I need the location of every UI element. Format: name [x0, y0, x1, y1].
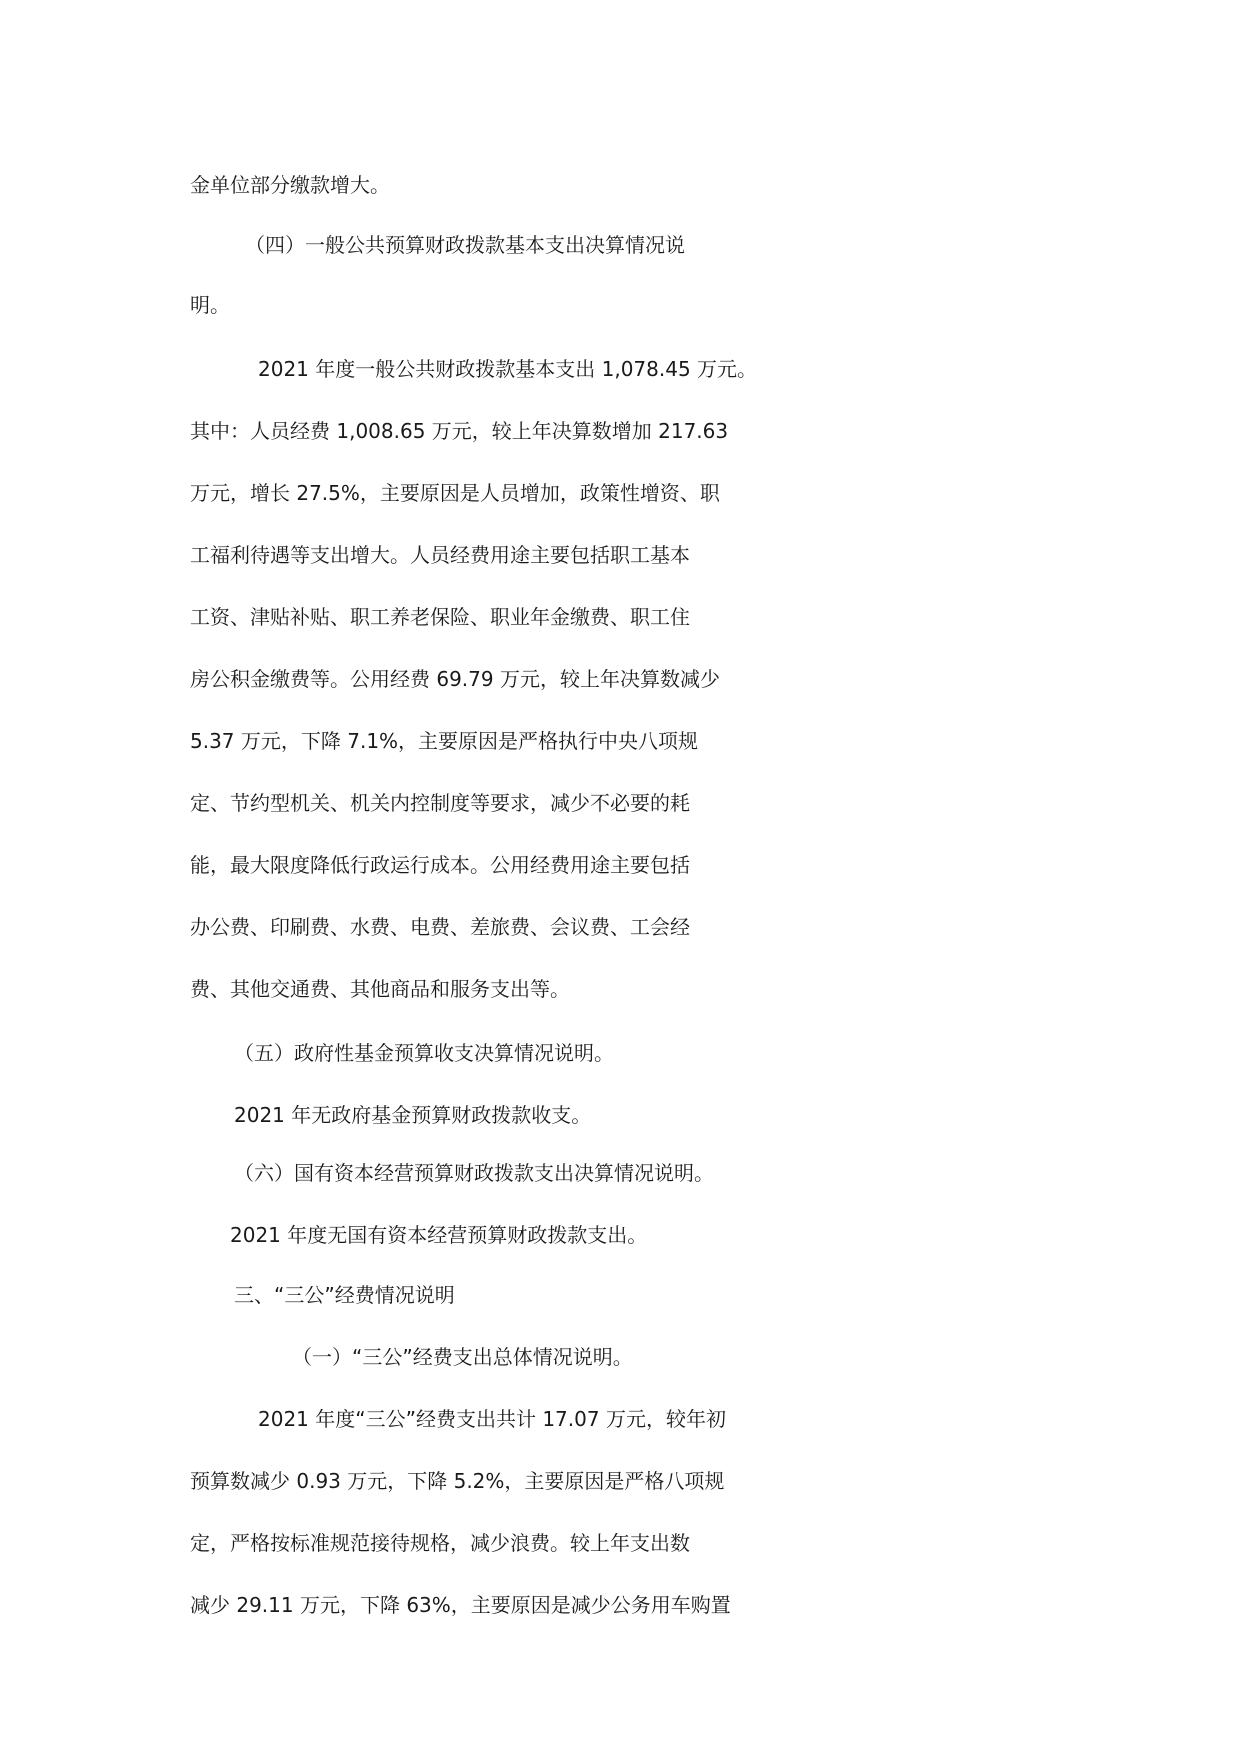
paragraph-line: 5.37 万元，下降 7.1%，主要原因是严格执行中央八项规: [190, 729, 699, 753]
section-heading-1: （一）“三公”经费支出总体情况说明。: [292, 1345, 633, 1369]
paragraph-line: 明。: [190, 293, 230, 317]
paragraph-line: 房公积金缴费等。公用经费 69.79 万元，较上年决算数减少: [190, 667, 720, 691]
paragraph-line: 工福利待遇等支出增大。人员经费用途主要包括职工基本: [190, 543, 690, 567]
paragraph-line: 2021 年度无国有资本经营预算财政拨款支出。: [230, 1223, 648, 1247]
paragraph-line: 定，严格按标准规范接待规格，减少浪费。较上年支出数: [190, 1531, 690, 1555]
section-heading-5: （五）政府性基金预算收支决算情况说明。: [234, 1041, 614, 1065]
paragraph-line: 办公费、印刷费、水费、电费、差旅费、会议费、工会经: [190, 915, 690, 939]
paragraph-line: 万元，增长 27.5%，主要原因是人员增加，政策性增资、职: [190, 481, 720, 505]
section-heading-3: 三、“三公”经费情况说明: [234, 1283, 455, 1307]
section-heading-4: （四）一般公共预算财政拨款基本支出决算情况说: [245, 233, 685, 257]
paragraph-line: 金单位部分缴款增大。: [190, 173, 390, 197]
paragraph-line: 费、其他交通费、其他商品和服务支出等。: [190, 977, 570, 1001]
paragraph-line: 定、节约型机关、机关内控制度等要求，减少不必要的耗: [190, 791, 690, 815]
paragraph-line: 工资、津贴补贴、职工养老保险、职业年金缴费、职工住: [190, 605, 690, 629]
section-heading-6: （六）国有资本经营预算财政拨款支出决算情况说明。: [234, 1161, 714, 1185]
paragraph-line: 2021 年度“三公”经费支出共计 17.07 万元，较年初: [258, 1407, 726, 1431]
paragraph-line: 2021 年无政府基金预算财政拨款收支。: [234, 1103, 592, 1127]
paragraph-line: 其中：人员经费 1,008.65 万元，较上年决算数增加 217.63: [190, 419, 729, 443]
paragraph-line: 减少 29.11 万元，下降 63%，主要原因是减少公务用车购置: [190, 1593, 731, 1617]
paragraph-line: 2021 年度一般公共财政拨款基本支出 1,078.45 万元。: [258, 357, 758, 381]
paragraph-line: 能，最大限度降低行政运行成本。公用经费用途主要包括: [190, 853, 690, 877]
paragraph-line: 预算数减少 0.93 万元，下降 5.2%，主要原因是严格八项规: [190, 1469, 725, 1493]
